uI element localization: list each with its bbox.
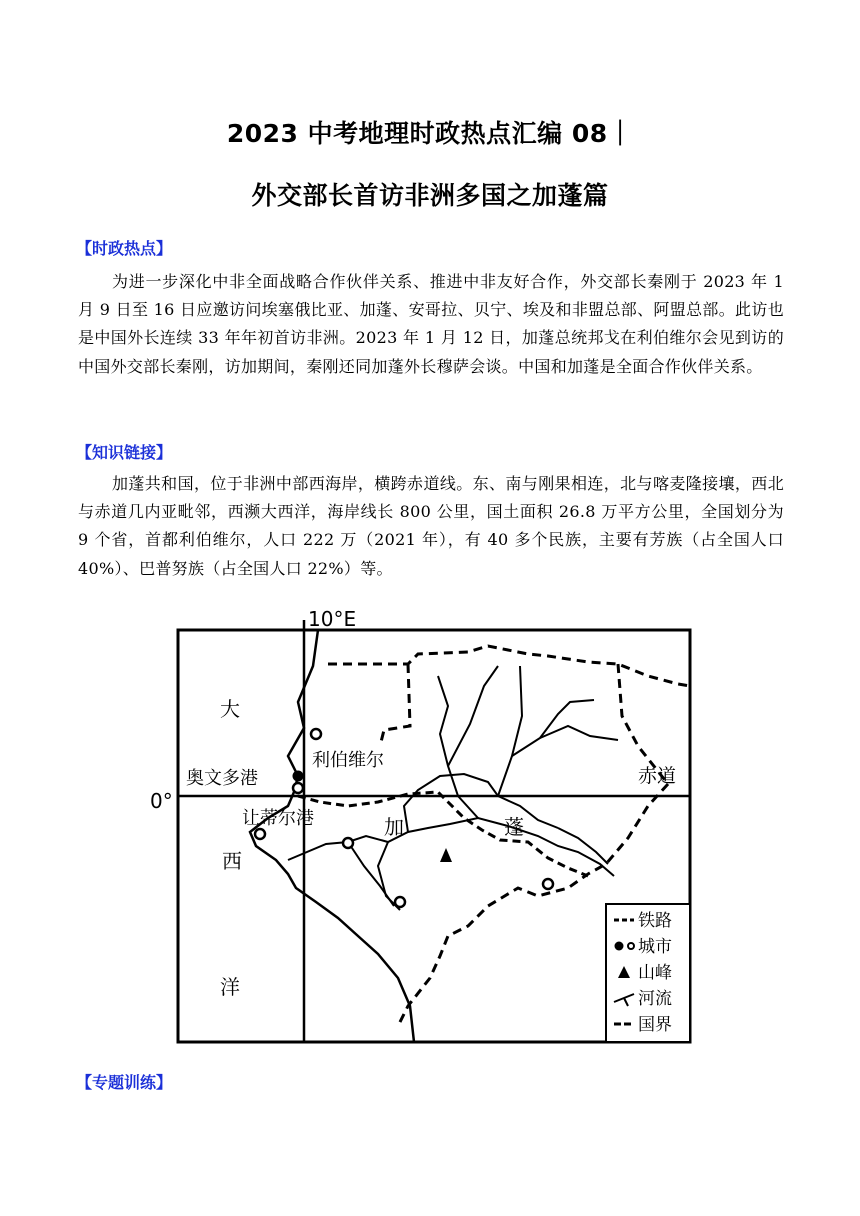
legend-city-symbol-filled [615, 942, 624, 951]
map-ocean-char-3: 洋 [220, 975, 240, 999]
legend-peak-label: 山峰 [638, 963, 672, 983]
section-training: 【专题训练】 [76, 1073, 173, 1092]
river-4 [498, 666, 522, 796]
river-3 [448, 666, 498, 766]
legend-railway-label: 铁路 [638, 911, 672, 931]
paragraph-knowledge: 加蓬共和国，位于非洲中部西海岸，横跨赤道线。东、南与刚果相连，北与喀麦隆接壤，西北与赤道几内亚毗邻，西濒大西洋，海岸线长 800 公里，国土面积 26.8 万平方公里，全国划分为 9 个省，首都利伯维尔，人口 222 万（2021 年），有 40 多个民族，主要有芳族（占全国人口 40%）、巴普努族（占全国人口 22%）等。 [78, 474, 784, 578]
map-country-char-1: 加 [384, 815, 404, 839]
river-ogooue [288, 818, 614, 876]
city-marker-south [395, 897, 405, 907]
map-country-char-2: 蓬 [504, 815, 524, 839]
section-hot-topics: 【时政热点】 [76, 239, 173, 258]
legend-river-label: 河流 [638, 989, 672, 1009]
city-marker-north [311, 729, 321, 739]
paragraph-hot-topics: 为进一步深化中非全面战略合作伙伴关系、推进中非友好合作，外交部长秦刚于 2023 年 1 月 9 日至 16 日应邀访问埃塞俄比亚、加蓬、安哥拉、贝宁、埃及和非盟总部、阿盟总部。此访也是中国外长连续 33 年年初首访非洲。2023 年 1 月 12 日，加蓬总统邦戈在利伯维尔会见到访的中国外交部长秦刚，访加期间，秦刚还同加蓬外长穆萨会谈。中国和加蓬是全面合作伙伴关系。 [78, 272, 784, 376]
railway [298, 792, 588, 876]
map-longitude-label: 10°E [308, 607, 357, 631]
legend-border-label: 国界 [638, 1015, 672, 1035]
map-city-label-owendo: 奥文多港 [186, 768, 258, 789]
section-knowledge-link: 【知识链接】 [76, 443, 173, 462]
river-1 [404, 774, 558, 832]
mountain-peak-icon [440, 848, 452, 862]
title-line-1: 2023 中考地理时政热点汇编 08｜ [226, 119, 634, 148]
map-latitude-label: 0° [150, 789, 173, 813]
city-marker-owendo [293, 783, 303, 793]
map-ocean-char-1: 大 [220, 697, 240, 721]
legend-city-symbol-open [628, 943, 634, 949]
city-marker-port-gentil [255, 829, 265, 839]
legend-city-label: 城市 [638, 937, 672, 957]
river-6 [540, 726, 618, 740]
river-8 [348, 842, 394, 906]
map-city-label-libreville: 利伯维尔 [312, 750, 384, 771]
gabon-map [148, 606, 696, 1050]
city-marker-libreville [293, 771, 304, 782]
river-9 [558, 828, 608, 864]
city-marker-lambarene [343, 838, 353, 848]
map-ocean-char-2: 西 [222, 849, 242, 873]
title-line-2: 外交部长首访非洲多国之加蓬篇 [251, 181, 609, 210]
city-marker-franceville [543, 879, 553, 889]
map-city-label-port-gentil: 让蒂尔港 [242, 808, 314, 829]
river-5 [512, 700, 594, 756]
map-equator-label: 赤道 [638, 765, 677, 787]
